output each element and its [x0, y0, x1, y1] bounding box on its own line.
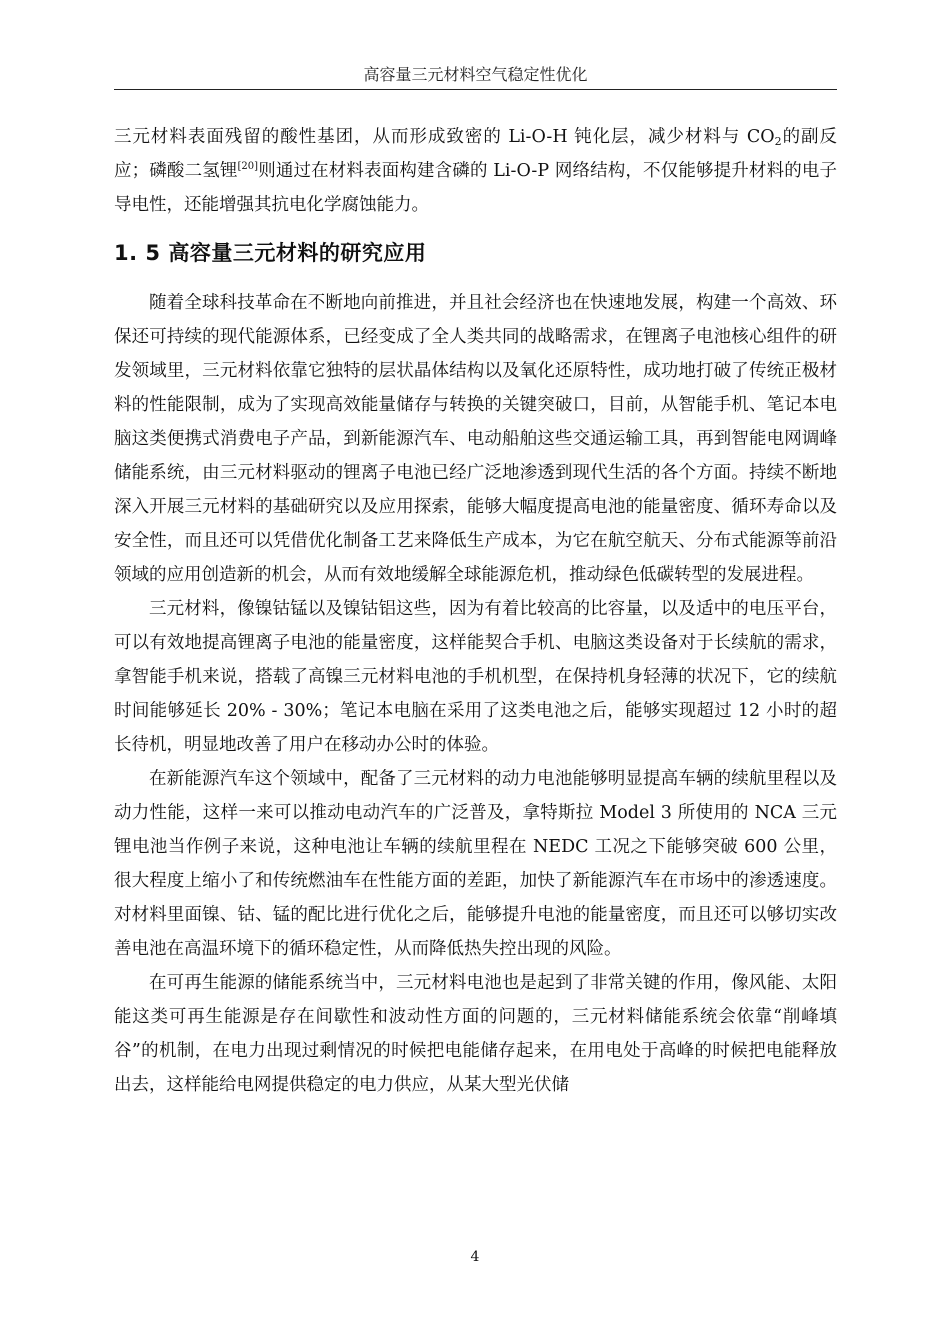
body-paragraph: 在可再生能源的储能系统当中，三元材料电池也是起到了非常关键的作用，像风能、太阳能这类可再生能源是存在间歇性和波动性方面的问题的，三元材料储能系统会依靠“削峰填谷”的机制，在电力出现过剩情况的时候把电能储存起来，在用电处于高峰的时候把电能释放出去，这样能给电网提供稳定的电力供应，从某大型光伏储	[114, 973, 837, 1095]
header-divider	[114, 89, 837, 90]
body-paragraph: 随着全球科技革命在不断地向前推进，并且社会经济也在快速地发展，构建一个高效、环保还可持续的现代能源体系，已经变成了全人类共同的战略需求，在锂离子电池核心组件的研发领域里，三元材料依靠它独特的层状晶体结构以及氧化还原特性，成功地打破了传统正极材料的性能限制，成为了实现高效能量储存与转换的关键突破口，目前，从智能手机、笔记本电脑这类便携式消费电子产品，到新能源汽车、电动船舶这些交通运输工具，再到智能电网调峰储能系统，由三元材料驱动的锂离子电池已经广泛地渗透到现代生活的各个方面。持续不断地深入开展三元材料的基础研究以及应用探索，能够大幅度提高电池的能量密度、循环寿命以及安全性，而且还可以凭借优化制备工艺来降低生产成本，为它在航空航天、分布式能源等前沿领域的应用创造新的机会，从而有效地缓解全球能源危机，推动绿色低碳转型的发展进程。	[114, 293, 837, 585]
intro-paragraph	[114, 120, 837, 222]
co2-subscript: 2	[774, 135, 782, 148]
page-body	[114, 120, 837, 1102]
citation-marker: [20]	[237, 161, 259, 172]
section-heading: 1. 5 高容量三元材料的研究应用	[114, 241, 427, 265]
intro-text-3: 则通过在材料表面构建含磷的 Li-O-P 网络结构，不仅能够提升材料的电子导电性，还能增强其抗电化学腐蚀能力。	[114, 161, 838, 215]
intro-text-1: 三元材料表面残留的酸性基团，从而形成致密的 Li-O-H 钝化层，减少材料与 CO	[114, 127, 775, 147]
page-number: 4	[470, 1249, 480, 1265]
body-paragraph: 在新能源汽车这个领域中，配备了三元材料的动力电池能够明显提高车辆的续航里程以及动力性能，这样一来可以推动电动汽车的广泛普及，拿特斯拉 Model 3 所使用的 NCA 三元锂电池当作例子来说，这种电池让车辆的续航里程在 NEDC 工况之下能够突破 600 公里，很大程度上缩小了和传统燃油车在性能方面的差距，加快了新能源汽车在市场中的渗透速度。对材料里面镍、钴、锰的配比进行优化之后，能够提升电池的能量密度，而且还可以够切实改善电池在高温环境下的循环稳定性，从而降低热失控出现的风险。	[114, 769, 837, 959]
running-header: 高容量三元材料空气稳定性优化	[363, 65, 588, 84]
intro-text-2: 的副反应；磷酸二氢锂	[114, 127, 838, 181]
body-paragraph: 三元材料，像镍钴锰以及镍钴铝这些，因为有着比较高的比容量，以及适中的电压平台，可以有效地提高锂离子电池的能量密度，这样能契合手机、电脑这类设备对于长续航的需求，拿智能手机来说，搭载了高镍三元材料电池的手机机型，在保持机身轻薄的状况下，它的续航时间能够延长 20% - 30%；笔记本电脑在采用了这类电池之后，能够实现超过 12 小时的超长待机，明显地改善了用户在移动办公时的体验。	[114, 599, 837, 755]
